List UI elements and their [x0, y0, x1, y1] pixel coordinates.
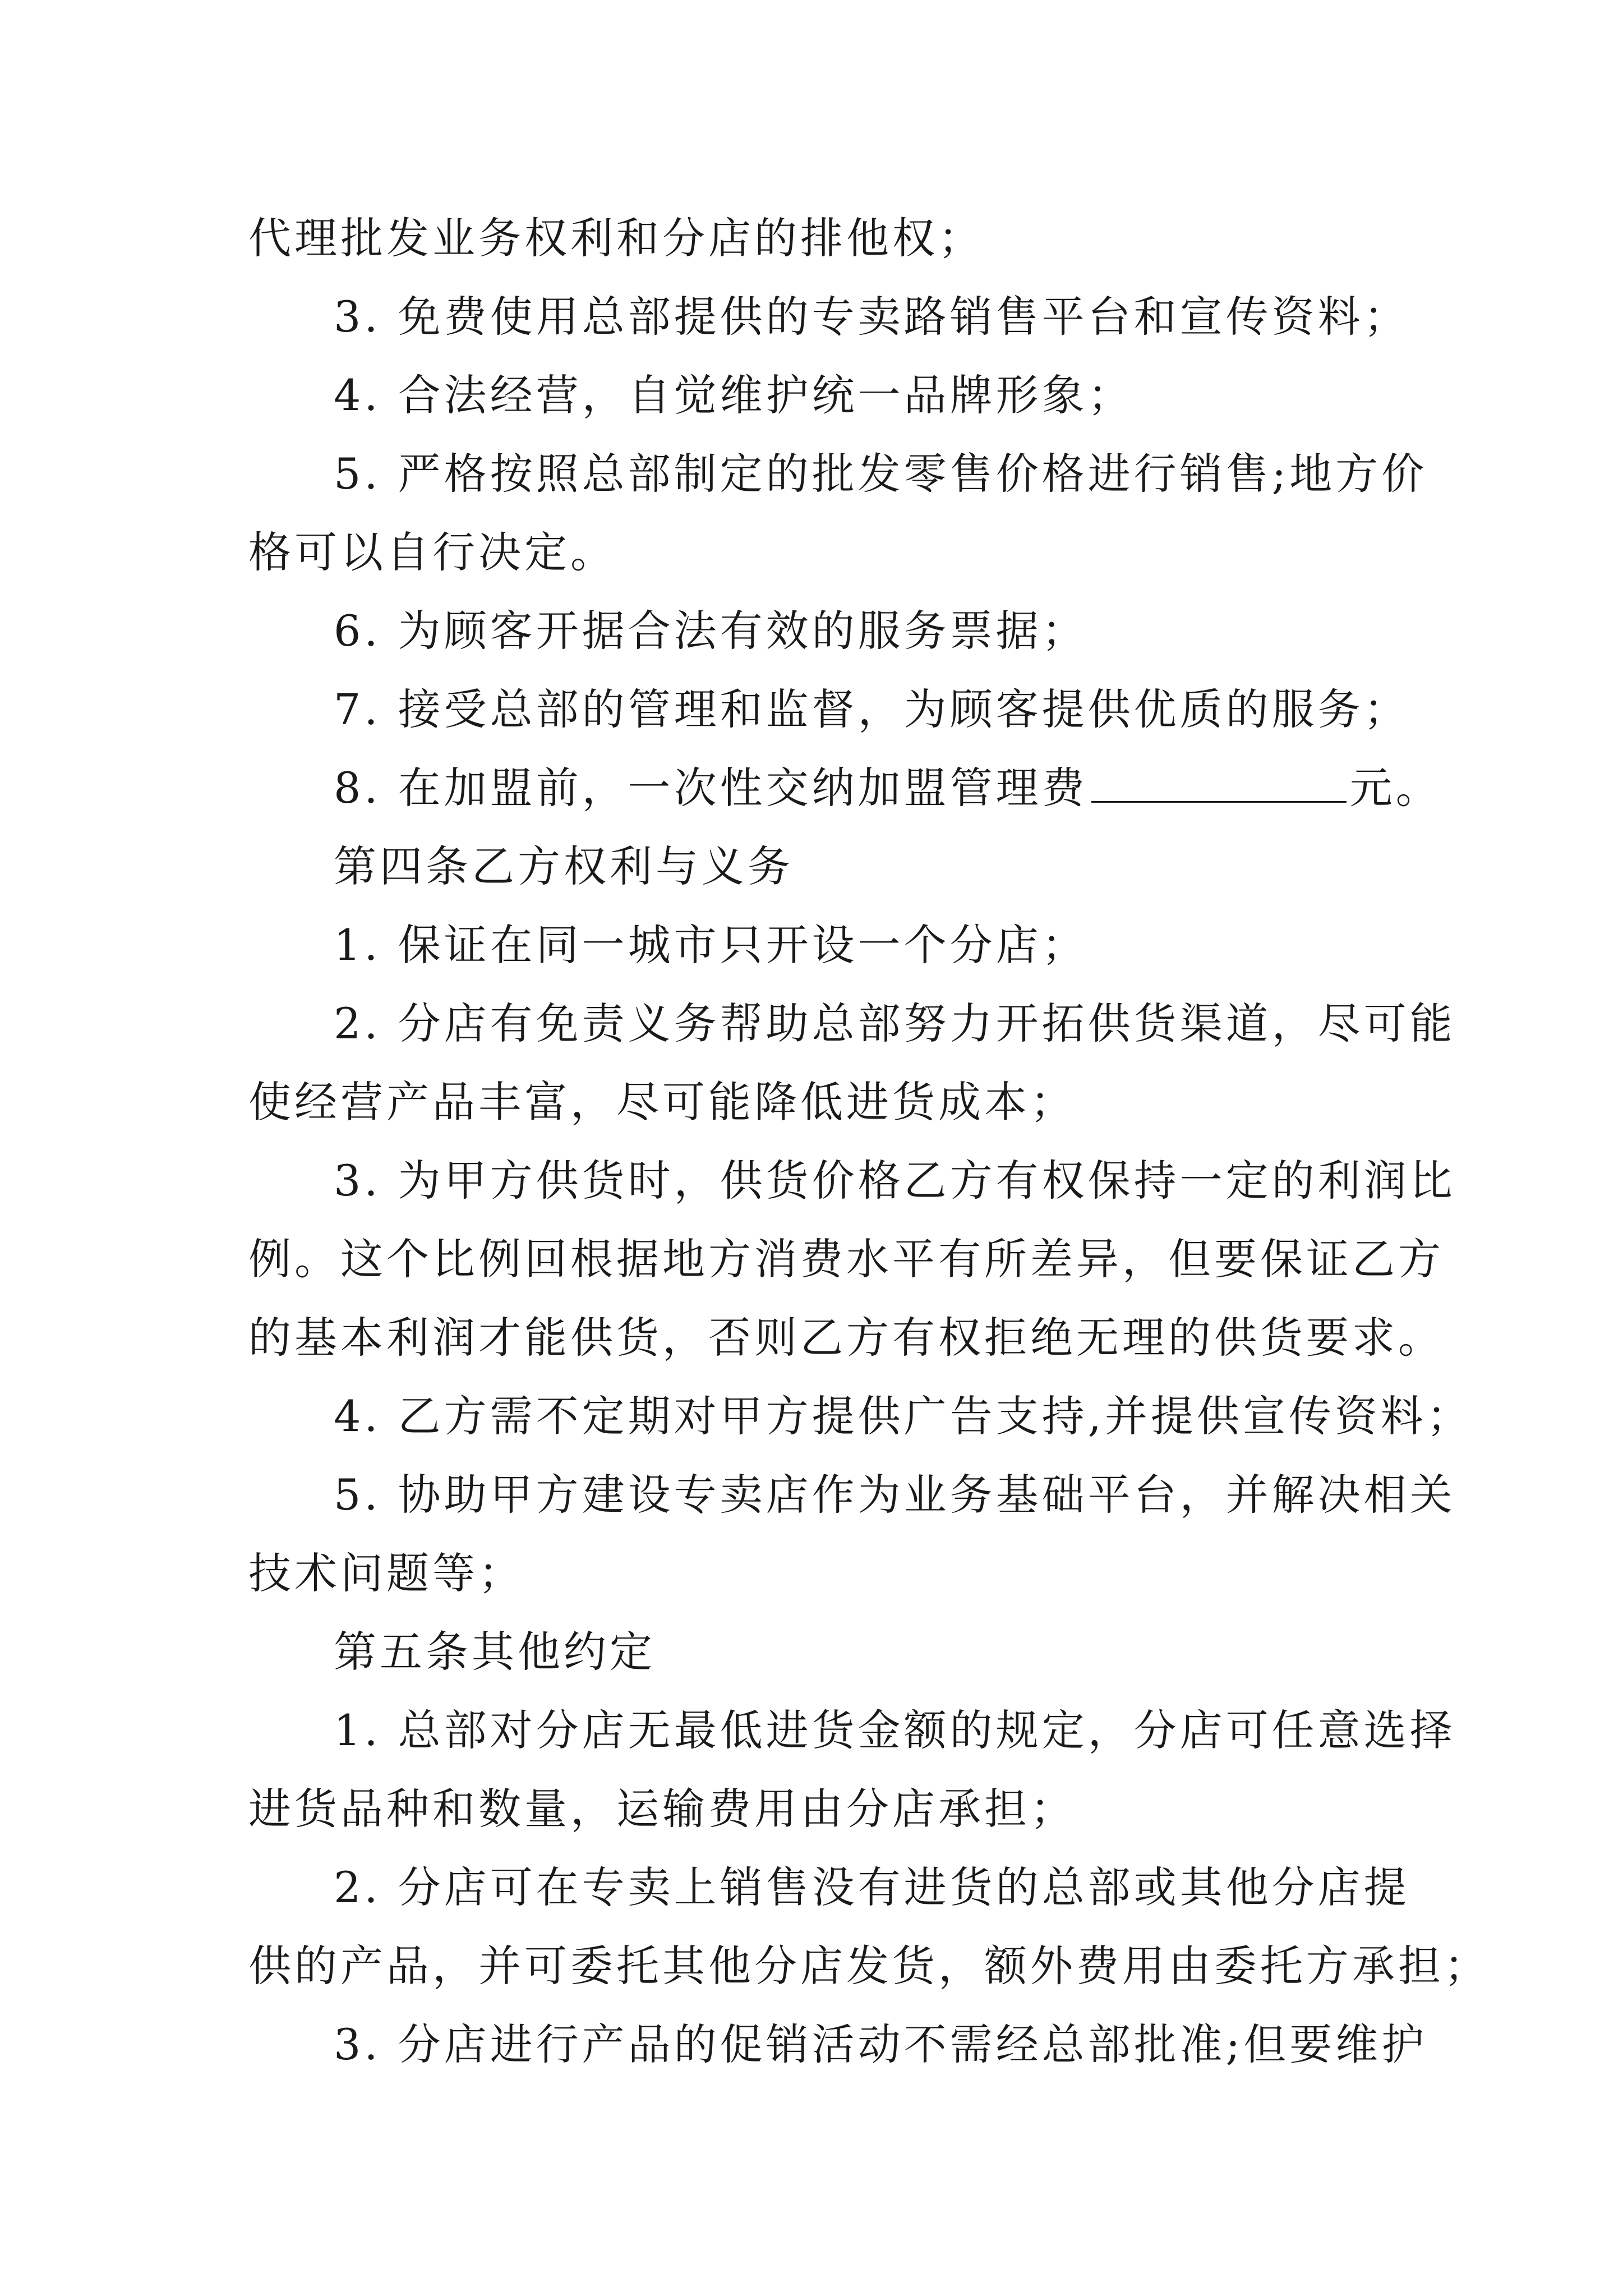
text-line: 5. 协助甲方建设专卖店作为业务基础平台，并解决相关	[334, 1470, 1456, 1520]
section-heading: 第五条其他约定	[334, 1627, 656, 1677]
text-line: 技术问题等；	[248, 1548, 524, 1598]
text-line: 使经营产品丰富，尽可能降低进货成本；	[248, 1077, 1076, 1127]
text-line: 5. 严格按照总部制定的批发零售价格进行销售;地方价	[334, 449, 1428, 499]
text-line: 进货品种和数量，运输费用由分店承担；	[248, 1784, 1076, 1834]
fee-line	[248, 749, 1442, 827]
text-line: 6. 为顾客开据合法有效的服务票据；	[334, 606, 1088, 656]
text-line: 1. 总部对分店无最低进货金额的规定，分店可任意选择	[334, 1705, 1456, 1755]
text-line: 3. 免费使用总部提供的专卖路销售平台和宣传资料；	[334, 292, 1410, 342]
text-line: 的基本利润才能供货，否则乙方有权拒绝无理的供货要求。	[248, 1313, 1444, 1363]
text-line: 代理批发业务权利和分店的排他权；	[248, 213, 984, 263]
fee-line-after: 元。	[1349, 763, 1442, 813]
text-line: 例。这个比例回根据地方消费水平有所差异，但要保证乙方	[248, 1234, 1444, 1284]
text-line: 7. 接受总部的管理和监督，为顾客提供优质的服务；	[334, 684, 1410, 734]
fee-blank-underline	[1091, 762, 1347, 803]
document-body	[248, 199, 1490, 2084]
text-line: 4. 乙方需不定期对甲方提供广告支持,并提供宣传资料；	[334, 1391, 1473, 1441]
text-line: 3. 分店进行产品的促销活动不需经总部批准;但要维护	[334, 2019, 1428, 2069]
text-line: 4. 合法经营，自觉维护统一品牌形象；	[334, 370, 1134, 420]
fee-line-before: 8. 在加盟前，一次性交纳加盟管理费	[334, 763, 1088, 813]
text-line: 2. 分店可在专卖上销售没有进货的总部或其他分店提	[334, 1862, 1410, 1912]
text-line: 2. 分店有免责义务帮助总部努力开拓供货渠道，尽可能	[334, 999, 1456, 1048]
text-line: 格可以自行决定。	[248, 527, 616, 577]
text-line: 1. 保证在同一城市只开设一个分店；	[334, 920, 1088, 970]
section-heading: 第四条乙方权利与义务	[334, 841, 794, 891]
text-line: 3. 为甲方供货时，供货价格乙方有权保持一定的利润比	[334, 1156, 1456, 1205]
text-line: 供的产品，并可委托其他分店发货，额外费用由委托方承担；	[248, 1941, 1490, 1991]
